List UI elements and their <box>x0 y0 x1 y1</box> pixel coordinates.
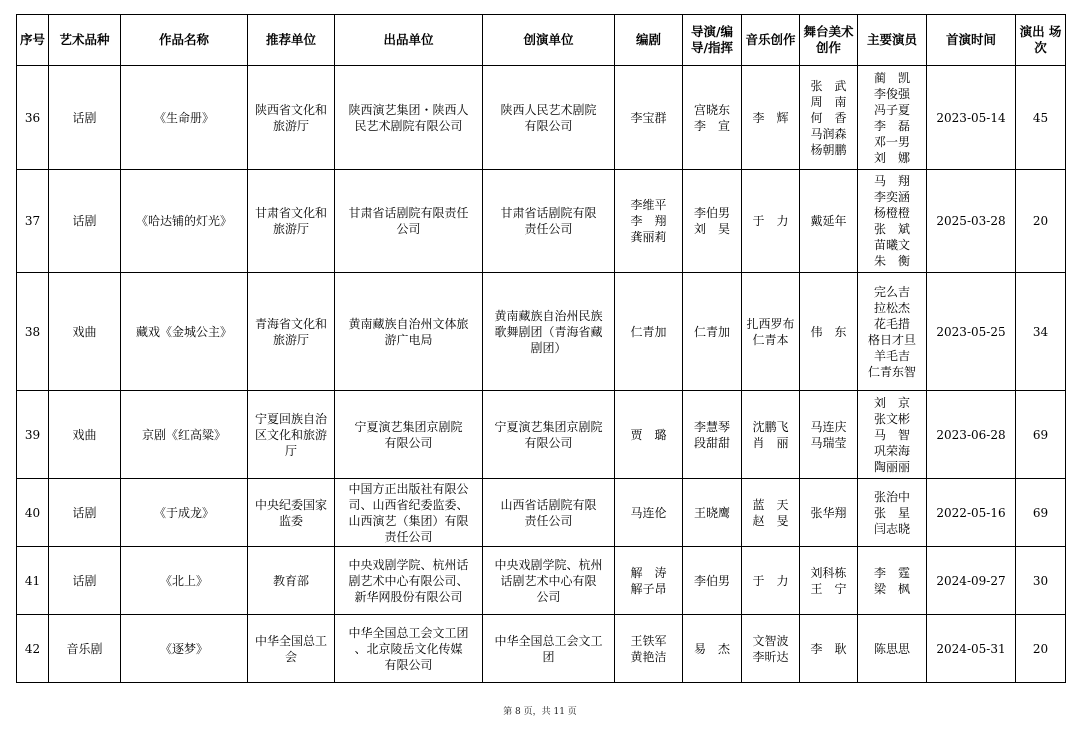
cell-performer: 陕西人民艺术剧院 有限公司 <box>483 66 615 170</box>
table-row <box>17 66 1066 170</box>
cell-music: 李 辉 <box>742 66 800 170</box>
cell-stage-art: 张华翔 <box>800 479 858 547</box>
cell-music: 于 力 <box>742 547 800 615</box>
cell-performer: 宁夏演艺集团京剧院 有限公司 <box>483 391 615 479</box>
cell-premiere: 2023-05-25 <box>927 273 1016 391</box>
cell-premiere: 2025-03-28 <box>927 170 1016 273</box>
cell-director: 王晓鹰 <box>683 479 742 547</box>
cell-title: 《生命册》 <box>121 66 248 170</box>
cell-producer: 黄南藏族自治州文体旅 游广电局 <box>335 273 483 391</box>
cell-shows: 30 <box>1016 547 1066 615</box>
cell-index: 36 <box>17 66 49 170</box>
cell-genre: 话剧 <box>49 66 121 170</box>
cell-recommender: 甘肃省文化和 旅游厅 <box>248 170 335 273</box>
cell-producer: 中华全国总工会文工团 、北京陵岳文化传媒 有限公司 <box>335 615 483 683</box>
cell-producer: 中国方正出版社有限公 司、山西省纪委监委、 山西演艺（集团）有限 责任公司 <box>335 479 483 547</box>
cell-title: 《于成龙》 <box>121 479 248 547</box>
cell-premiere: 2023-06-28 <box>927 391 1016 479</box>
col-header-performer: 创演单位 <box>483 15 615 66</box>
cell-genre: 戏曲 <box>49 273 121 391</box>
cell-genre: 话剧 <box>49 170 121 273</box>
cell-performer: 山西省话剧院有限 责任公司 <box>483 479 615 547</box>
cell-shows: 69 <box>1016 391 1066 479</box>
cell-index: 42 <box>17 615 49 683</box>
cell-stage-art: 李 耿 <box>800 615 858 683</box>
cell-playwright: 李宝群 <box>615 66 683 170</box>
cell-producer: 甘肃省话剧院有限责任 公司 <box>335 170 483 273</box>
cell-index: 40 <box>17 479 49 547</box>
cell-index: 39 <box>17 391 49 479</box>
cell-director: 宫晓东 李 宣 <box>683 66 742 170</box>
table-row <box>17 547 1066 615</box>
cell-actors: 张治中 张 星 闫志晓 <box>858 479 927 547</box>
cell-producer: 中央戏剧学院、杭州话 剧艺术中心有限公司、 新华网股份有限公司 <box>335 547 483 615</box>
cell-actors: 蔺 凯 李俊强 冯子夏 李 磊 邓一男 刘 娜 <box>858 66 927 170</box>
cell-shows: 69 <box>1016 479 1066 547</box>
cell-director: 仁青加 <box>683 273 742 391</box>
header-row <box>17 15 1066 66</box>
cell-genre: 音乐剧 <box>49 615 121 683</box>
cell-music: 文智波 李昕达 <box>742 615 800 683</box>
cell-actors: 李 霆 梁 枫 <box>858 547 927 615</box>
col-header-playwright: 编剧 <box>615 15 683 66</box>
cell-playwright: 王铁军 黄艳洁 <box>615 615 683 683</box>
cell-performer: 黄南藏族自治州民族 歌舞剧团（青海省藏 剧团） <box>483 273 615 391</box>
table-row <box>17 615 1066 683</box>
cell-actors: 刘 京 张文彬 马 智 巩荣海 陶丽丽 <box>858 391 927 479</box>
cell-title: 京剧《红高粱》 <box>121 391 248 479</box>
cell-shows: 20 <box>1016 615 1066 683</box>
col-header-index: 序号 <box>17 15 49 66</box>
col-header-music: 音乐创作 <box>742 15 800 66</box>
table-row <box>17 273 1066 391</box>
cell-performer: 甘肃省话剧院有限 责任公司 <box>483 170 615 273</box>
cell-stage-art: 伟 东 <box>800 273 858 391</box>
cell-producer: 陕西演艺集团・陕西人 民艺术剧院有限公司 <box>335 66 483 170</box>
cell-director: 李慧琴 段甜甜 <box>683 391 742 479</box>
cell-playwright: 马连伦 <box>615 479 683 547</box>
col-header-title: 作品名称 <box>121 15 248 66</box>
cell-recommender: 中华全国总工 会 <box>248 615 335 683</box>
cell-playwright: 李维平 李 翔 龚丽莉 <box>615 170 683 273</box>
col-header-actors: 主要演员 <box>858 15 927 66</box>
cell-premiere: 2024-09-27 <box>927 547 1016 615</box>
cell-premiere: 2022-05-16 <box>927 479 1016 547</box>
table-row <box>17 170 1066 273</box>
cell-producer: 宁夏演艺集团京剧院 有限公司 <box>335 391 483 479</box>
cell-music: 于 力 <box>742 170 800 273</box>
cell-shows: 34 <box>1016 273 1066 391</box>
cell-performer: 中央戏剧学院、杭州 话剧艺术中心有限 公司 <box>483 547 615 615</box>
cell-stage-art: 马连庆 马瑞莹 <box>800 391 858 479</box>
col-header-stage-art: 舞台美术 创作 <box>800 15 858 66</box>
col-header-shows: 演出 场次 <box>1016 15 1066 66</box>
cell-recommender: 陕西省文化和 旅游厅 <box>248 66 335 170</box>
cell-stage-art: 戴延年 <box>800 170 858 273</box>
cell-playwright: 仁青加 <box>615 273 683 391</box>
cell-recommender: 中央纪委国家 监委 <box>248 479 335 547</box>
col-header-producer: 出品单位 <box>335 15 483 66</box>
table-row <box>17 391 1066 479</box>
cell-actors: 完么吉 拉松杰 花毛措 格日才旦 羊毛吉 仁青东智 <box>858 273 927 391</box>
cell-title: 《哈达铺的灯光》 <box>121 170 248 273</box>
col-header-director: 导演/编 导/指挥 <box>683 15 742 66</box>
cell-director: 易 杰 <box>683 615 742 683</box>
cell-director: 李伯男 <box>683 547 742 615</box>
cell-recommender: 宁夏回族自治 区文化和旅游 厅 <box>248 391 335 479</box>
col-header-genre: 艺术品种 <box>49 15 121 66</box>
cell-title: 《北上》 <box>121 547 248 615</box>
col-header-recommender: 推荐单位 <box>248 15 335 66</box>
cell-actors: 陈思思 <box>858 615 927 683</box>
cell-music: 蓝 天 赵 旻 <box>742 479 800 547</box>
cell-stage-art: 张 武 周 南 何 香 马润森 杨朝鹏 <box>800 66 858 170</box>
cell-actors: 马 翔 李奕涵 杨橙橙 张 斌 苗曦文 朱 衡 <box>858 170 927 273</box>
cell-stage-art: 刘科栋 王 宁 <box>800 547 858 615</box>
cell-premiere: 2024-05-31 <box>927 615 1016 683</box>
cell-genre: 戏曲 <box>49 391 121 479</box>
cell-playwright: 贾 璐 <box>615 391 683 479</box>
cell-premiere: 2023-05-14 <box>927 66 1016 170</box>
table-row <box>17 479 1066 547</box>
cell-music: 扎西罗布 仁青本 <box>742 273 800 391</box>
cell-index: 38 <box>17 273 49 391</box>
cell-title: 藏戏《金城公主》 <box>121 273 248 391</box>
cell-shows: 20 <box>1016 170 1066 273</box>
cell-playwright: 解 涛 解子昂 <box>615 547 683 615</box>
cell-index: 37 <box>17 170 49 273</box>
page-footer: 第 8 页，共 11 页 <box>503 707 577 717</box>
cell-recommender: 教育部 <box>248 547 335 615</box>
cell-title: 《逐梦》 <box>121 615 248 683</box>
cell-music: 沈鹏飞 肖 丽 <box>742 391 800 479</box>
program-table <box>16 14 1066 683</box>
cell-performer: 中华全国总工会文工 团 <box>483 615 615 683</box>
col-header-premiere: 首演时间 <box>927 15 1016 66</box>
cell-recommender: 青海省文化和 旅游厅 <box>248 273 335 391</box>
cell-shows: 45 <box>1016 66 1066 170</box>
cell-genre: 话剧 <box>49 547 121 615</box>
cell-index: 41 <box>17 547 49 615</box>
cell-genre: 话剧 <box>49 479 121 547</box>
cell-director: 李伯男 刘 昊 <box>683 170 742 273</box>
